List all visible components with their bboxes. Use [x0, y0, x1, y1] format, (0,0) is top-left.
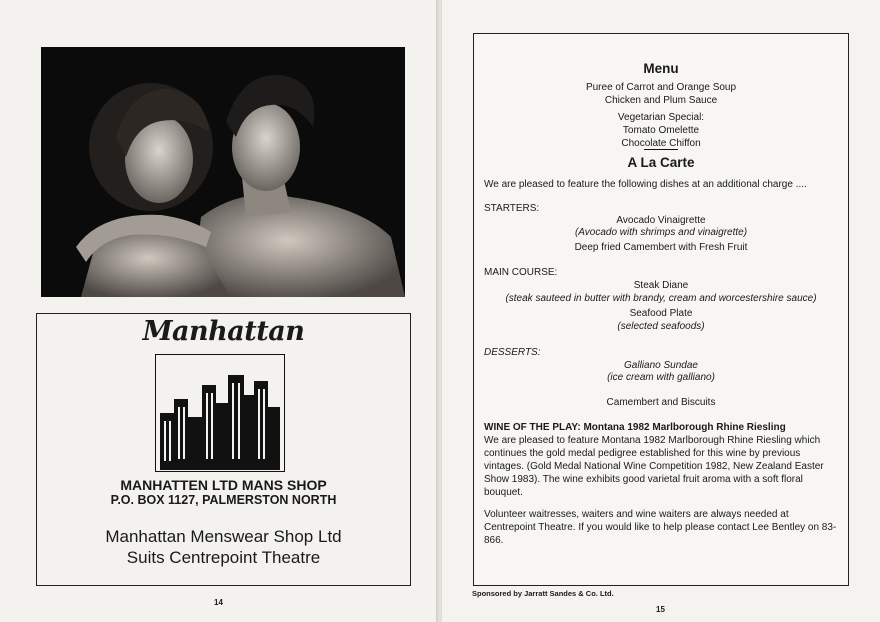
page-number-right: 15: [656, 605, 665, 614]
wine-body: We are pleased to feature Montana 1982 Marlborough Rhine Riesling which continues the gold medal pedigree established for this wine by previous vintages. (Gold Medal National Wine Competition 1982, New Zealand Easter Show 1983). The wine exhibits good varietal fruit aroma with a soft floral bouquet.: [484, 435, 824, 498]
ad-tagline: Suits Centrepoint Theatre: [126, 548, 321, 567]
dish-name: Seafood Plate: [629, 308, 693, 319]
menu-item: Chocolate Chiffon: [621, 138, 701, 149]
sponsor-credit: Sponsored by Jarratt Sandes & Co. Ltd.: [472, 589, 614, 598]
page-number-left: 14: [214, 598, 223, 607]
wine-heading: WINE OF THE PLAY: Montana 1982 Marlborough Rhine Riesling: [484, 422, 786, 433]
menu-box: [473, 33, 849, 586]
shop-name: MANHATTEN LTD MANS SHOP: [120, 477, 327, 493]
dish-name: Galliano Sundae: [624, 360, 698, 371]
left-page: [0, 0, 438, 622]
volunteer-note: Volunteer waitresses, waiters and wine waiters are always needed at Centrepoint Theatre. If you would like to help please contact Lee Bentley on 83-866.: [484, 509, 837, 546]
shop-address: P.O. BOX 1127, PALMERSTON NORTH: [110, 493, 337, 507]
dish-name: Deep fried Camembert with Fresh Fruit: [574, 242, 748, 253]
dish-description: (ice cream with galliano): [607, 372, 715, 383]
dish-description: (selected seafoods): [617, 321, 705, 332]
divider: [644, 149, 678, 150]
starters-label: STARTERS:: [484, 203, 540, 214]
dish-description: (steak sauteed in butter with brandy, cream and worcestershire sauce): [505, 293, 817, 304]
manhattan-logo: Manhattan: [142, 316, 305, 347]
menu-item: Puree of Carrot and Orange Soup: [585, 82, 737, 93]
main-course-label: MAIN COURSE:: [484, 267, 558, 278]
business-name: Manhattan Menswear Shop Ltd: [105, 527, 342, 546]
photo-couple-icon: [41, 47, 405, 297]
alacarte-title: A La Carte: [627, 155, 695, 170]
menu-item: Tomato Omelette: [622, 125, 700, 136]
alacarte-intro: We are pleased to feature the following dishes at an additional charge ....: [484, 179, 807, 190]
skyline-logo-icon: [155, 354, 285, 472]
menu-title: Menu: [643, 61, 679, 76]
veg-label: Vegetarian Special:: [617, 112, 705, 123]
dish-name: Avocado Vinaigrette: [616, 215, 706, 226]
manhattan-ad: [36, 313, 411, 586]
dish-name: Steak Diane: [633, 280, 689, 291]
desserts-label: DESSERTS:: [484, 347, 541, 358]
dish-description: (Avocado with shrimps and vinaigrette): [574, 227, 748, 238]
menu-item: Chicken and Plum Sauce: [604, 95, 718, 106]
dish-name: Camembert and Biscuits: [606, 397, 716, 408]
